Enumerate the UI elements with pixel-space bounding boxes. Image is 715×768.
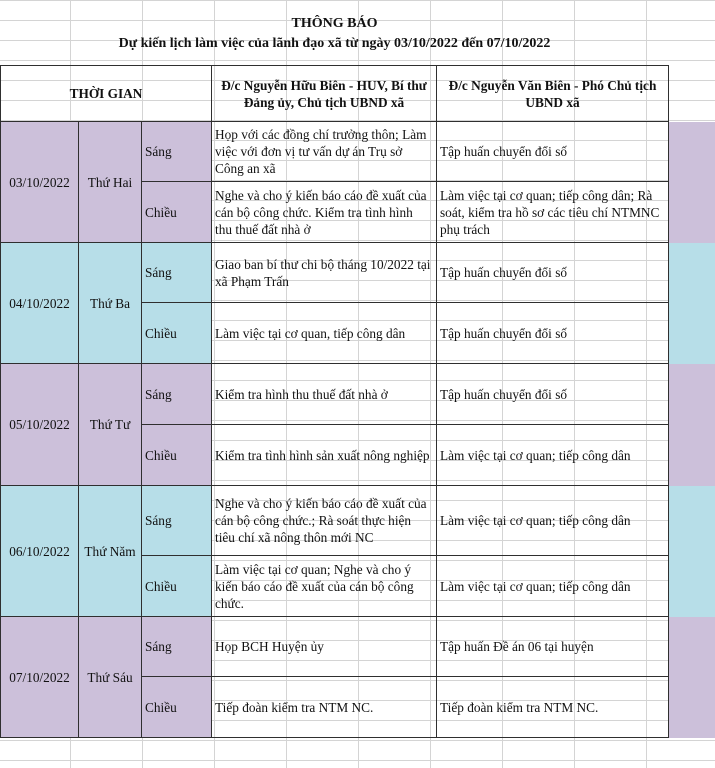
vice-chairman-morning-task: Tập huấn chuyển đổi số	[437, 243, 669, 303]
session-morning: Sáng	[142, 243, 212, 303]
vice-chairman-morning-task: Tập huấn Đề án 06 tại huyện	[437, 617, 669, 677]
day-weekday: Thứ Sáu	[79, 617, 142, 738]
session-morning: Sáng	[142, 364, 212, 425]
vice-chairman-afternoon-task: Làm việc tại cơ quan; tiếp công dân	[437, 556, 669, 617]
session-afternoon: Chiều	[142, 303, 212, 364]
chairman-morning-task: Nghe và cho ý kiến báo cáo đề xuất của cán bộ công chức.; Rà soát thực hiện tiêu chí xã nông thôn mới NC	[212, 486, 437, 556]
right-margin-fill	[669, 486, 715, 617]
chairman-morning-task: Họp BCH Huyện ủy	[212, 617, 437, 677]
day-date: 07/10/2022	[0, 617, 79, 738]
chairman-morning-task: Họp với các đồng chí trưởng thôn; Làm việc với đơn vị tư vấn dự án Trụ sở Công an xã	[212, 122, 437, 182]
right-margin-fill	[669, 122, 715, 243]
session-afternoon: Chiều	[142, 556, 212, 617]
day-weekday: Thứ Ba	[79, 243, 142, 364]
vice-chairman-morning-task: Tập huấn chuyển đổi số	[437, 364, 669, 425]
session-afternoon: Chiều	[142, 182, 212, 243]
vice-chairman-afternoon-task: Tiếp đoàn kiểm tra NTM NC.	[437, 677, 669, 738]
vice-chairman-afternoon-task: Làm việc tại cơ quan; tiếp công dân; Rà soát, kiểm tra hồ sơ các tiêu chí NTMNC phụ trách	[437, 182, 669, 243]
header-vice-chairman: Đ/c Nguyễn Văn Biên - Phó Chủ tịch UBND xã	[437, 65, 669, 122]
right-margin-fill	[669, 243, 715, 364]
session-afternoon: Chiều	[142, 677, 212, 738]
day-date: 04/10/2022	[0, 243, 79, 364]
day-weekday: Thứ Tư	[79, 364, 142, 486]
chairman-morning-task: Kiểm tra hình thu thuế đất nhà ở	[212, 364, 437, 425]
day-weekday: Thứ Năm	[79, 486, 142, 617]
vice-chairman-morning-task: Làm việc tại cơ quan; tiếp công dân	[437, 486, 669, 556]
right-margin-fill	[669, 617, 715, 738]
notice-subtitle: Dự kiến lịch làm việc của lãnh đạo xã từ ngày 03/10/2022 đến 07/10/2022	[118, 36, 551, 51]
header-chairman: Đ/c Nguyễn Hữu Biên - HUV, Bí thư Đảng ủy, Chủ tịch UBND xã	[212, 65, 437, 122]
vice-chairman-morning-task: Tập huấn chuyển đổi số	[437, 122, 669, 182]
session-morning: Sáng	[142, 486, 212, 556]
chairman-afternoon-task: Làm việc tại cơ quan, tiếp công dân	[212, 303, 437, 364]
notice-title: THÔNG BÁO	[291, 16, 378, 31]
session-afternoon: Chiều	[142, 425, 212, 486]
vice-chairman-afternoon-task: Tập huấn chuyển đổi số	[437, 303, 669, 364]
day-weekday: Thứ Hai	[79, 122, 142, 243]
chairman-afternoon-task: Tiếp đoàn kiểm tra NTM NC.	[212, 677, 437, 738]
chairman-morning-task: Giao ban bí thư chi bộ tháng 10/2022 tại xã Phạm Trấn	[212, 243, 437, 303]
chairman-afternoon-task: Làm việc tại cơ quan; Nghe và cho ý kiến báo cáo đề xuất của cán bộ công chức.	[212, 556, 437, 617]
day-date: 03/10/2022	[0, 122, 79, 243]
right-margin-fill	[669, 364, 715, 486]
day-date: 06/10/2022	[0, 486, 79, 617]
day-date: 05/10/2022	[0, 364, 79, 486]
session-morning: Sáng	[142, 617, 212, 677]
session-morning: Sáng	[142, 122, 212, 182]
chairman-afternoon-task: Kiểm tra tình hình sản xuất nông nghiệp	[212, 425, 437, 486]
header-time: THỜI GIAN	[0, 65, 212, 122]
chairman-afternoon-task: Nghe và cho ý kiến báo cáo đề xuất của cán bộ công chức. Kiểm tra tình hình thu thuế đất nhà ở	[212, 182, 437, 243]
vice-chairman-afternoon-task: Làm việc tại cơ quan; tiếp công dân	[437, 425, 669, 486]
